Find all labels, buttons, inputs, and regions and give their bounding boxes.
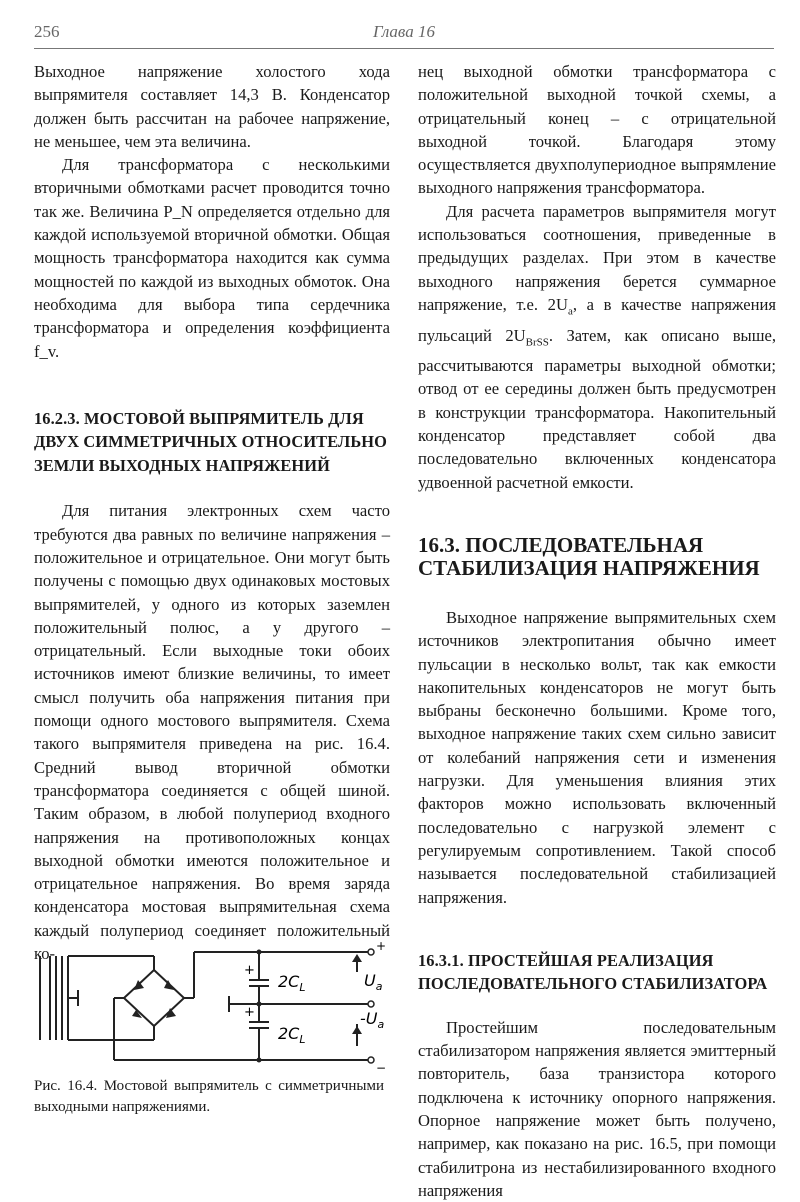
running-title: Глава 16 [373, 22, 435, 41]
capacitor-label-top: $2C_L$ [278, 972, 306, 994]
paragraph: Для трансформатора с несколькими вторичными обмотками расчет проводится точно так же. Величина P_N определяется отдельно для каждой используемой вторичной обмотки. Общая мощность трансформатора находится как сумма мощностей по каждой из выходных обмоток. Она необходима для выбора типа сердечника трансформатора и определения коэффициента f_v. [34, 155, 390, 361]
paragraph: Простейшим последовательным стабилизатором напряжения является эмиттерный повторитель, база транзистора которого подключена к источнику опорного напряжения. Опорное напряжение может быть получено, например, как показано на рис. 16.5, при помощи стабилитрона из нестабилизированного входного напряжения [418, 1017, 776, 1200]
bridge-rectifier-schematic [34, 940, 390, 1080]
page-number: 256 [34, 22, 60, 41]
output-plus: + [376, 940, 387, 953]
paragraph: нец выходной обмотки трансформатора с положительной выходной точкой схемы, а отрицательный конец – с отрицательной выходной точкой. Благодаря этому осуществляется двухполупериодное выпрямление выходного напряжения трансформатора. [418, 62, 776, 198]
paragraph: Для расчета параметров выпрямителя могут использоваться соотношения, приведенные в предыдущих разделах. При этом в качестве выходного напряжения берется суммарное напряжение, т.е. $2U_a$, а в качестве напряжения пульсаций $2U_{BrSS}$. Затем, как описано выше, рассчитываются параметры выходной обмотки; отвод от ее середины должен быть предусмотрен в конструкции трансформатора. Накопительный конденсатор представляет собой два последовательно включенных конденсатора удвоенной расчетной емкости. [418, 201, 776, 492]
section-heading: 16.3.1. ПРОСТЕЙШАЯ РЕАЛИЗАЦИЯ ПОСЛЕДОВАТЕЛЬНОГО СТАБИЛИЗАТОРА [418, 950, 768, 994]
page-header [34, 18, 774, 49]
plus-sign: + [244, 963, 255, 978]
left-column [34, 60, 390, 965]
voltage-label-top: $U_a$ [364, 971, 383, 993]
paragraph: Для питания электронных схем часто требуются два равных по величине напряжения – положительное и отрицательное. Они могут быть получены с помощью двух одинаковых мостовых выпрямителей, у одного из которых заземлен положительный полюс, а у другого – отрицательный. Если выходные токи обоих источников имеют близкие величины, то имеет смысл получить оба напряжения питания при помощи одного мостового выпрямителя. Схема такого выпрямителя приведена на рис. 16.4. Средний вывод вторичной обмотки трансформатора соединяется с общей шиной. Таким образом, в любой полупериод входного напряжения на противоположных концах выходной обмотки имеются положительное и отрицательное напряжения. Во время заряда конденсатора мостовая выпрямительная схема каждый полупериод соединяет положительный ко- [34, 501, 390, 963]
paragraph: Выходное напряжение холостого хода выпрямителя составляет 14,3 В. Конденсатор должен быть рассчитан на рабочее напряжение, не меньшее, чем эта величина. [34, 62, 390, 151]
voltage-label-bottom: $-U_a$ [360, 1009, 385, 1031]
section-heading: 16.2.3. МОСТОВОЙ ВЫПРЯМИТЕЛЬ ДЛЯ ДВУХ СИММЕТРИЧНЫХ ОТНОСИТЕЛЬНО ЗЕМЛИ ВЫХОДНЫХ НАПРЯЖЕНИЙ [34, 408, 387, 475]
output-minus: − [376, 1061, 387, 1075]
plus-sign: + [244, 1005, 255, 1020]
figure-caption: Рис. 16.4. Мостовой выпрямитель с симметричными выходными напряжениями. [34, 1078, 384, 1115]
figure-16-4 [34, 940, 390, 1080]
right-column [418, 60, 776, 1202]
chapter-heading: 16.3. ПОСЛЕДОВАТЕЛЬНАЯ СТАБИЛИЗАЦИЯ НАПРЯЖЕНИЯ [418, 532, 760, 580]
capacitor-label-bottom: $2C_L$ [278, 1024, 306, 1046]
paragraph: Выходное напряжение выпрямительных схем источников электропитания обычно имеет пульсации в несколько вольт, так как емкости накопительных конденсаторов не могут быть выбраны бесконечно большими. Кроме того, выходное напряжение таких схем сильно зависит от колебаний напряжения сети и изменения нагрузки. Для уменьшения влияния этих факторов можно использовать включенный последовательно с нагрузкой элемент с регулируемым сопротивлением. Такой способ называется последовательной стабилизацией напряжения. [418, 607, 776, 907]
